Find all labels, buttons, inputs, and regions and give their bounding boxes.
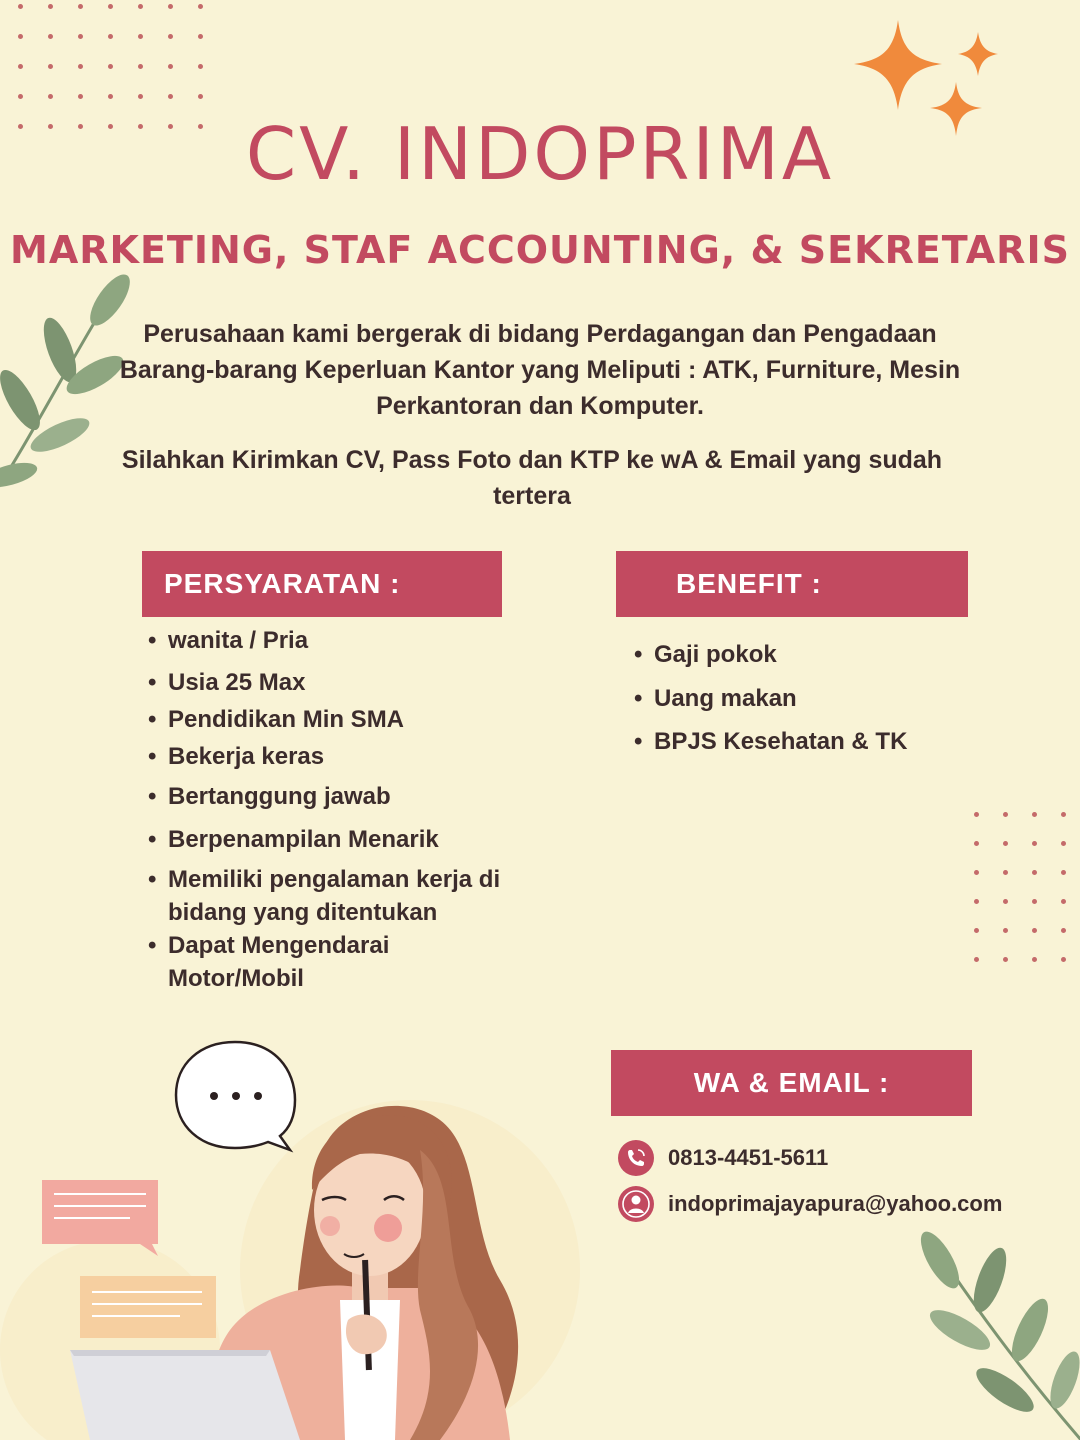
- list-item: • Pendidikan Min SMA: [146, 703, 536, 736]
- requirements-heading: PERSYARATAN :: [142, 551, 502, 617]
- list-item: • Dapat Mengendarai Motor/Mobil: [146, 929, 466, 995]
- list-item: • Bekerja keras: [146, 740, 536, 773]
- company-description: Perusahaan kami bergerak di bidang Perdagangan dan Pengadaan Barang-barang Keperluan Kantor yang Meliputi : ATK, Furniture, Mesin Perkantoran dan Komputer.: [119, 320, 961, 420]
- requirements-list: [146, 624, 536, 995]
- email-link[interactable]: indoprimajayapura@yahoo.com: [668, 1191, 1003, 1216]
- email-contact: [618, 1186, 1002, 1222]
- list-item: • Gaji pokok: [632, 638, 972, 671]
- application-instruction: Silahkan Kirimkan CV, Pass Foto dan KTP ke wA & Email yang sudah tertera: [121, 446, 943, 510]
- list-item: • Uang makan: [632, 682, 972, 715]
- benefits-list: [632, 638, 972, 758]
- decorative-dots-right: [974, 812, 1066, 962]
- list-item: • Berpenampilan Menarik: [146, 823, 536, 856]
- company-name: CV. INDOPRIMA: [245, 112, 835, 196]
- benefits-heading: BENEFIT :: [616, 551, 968, 617]
- list-item: • Bertanggung jawab: [146, 780, 536, 813]
- user-icon: [618, 1186, 654, 1222]
- leaf-branch-right-icon: [910, 1230, 1080, 1440]
- phone-contact: [618, 1140, 828, 1176]
- list-item: • Memiliki pengalaman kerja di bidang yang ditentukan: [146, 863, 536, 929]
- phone-icon: [618, 1140, 654, 1176]
- list-item: • BPJS Kesehatan & TK: [632, 725, 972, 758]
- positions-title: MARKETING, STAF ACCOUNTING, & SEKRETARIS: [10, 228, 1070, 272]
- list-item: • Usia 25 Max: [146, 666, 536, 699]
- list-item: • wanita / Pria: [146, 624, 536, 657]
- phone-number-link[interactable]: 0813-4451-5611: [668, 1145, 829, 1170]
- woman-thinking-illustration: [0, 1030, 600, 1440]
- contact-heading: WA & EMAIL :: [611, 1050, 972, 1116]
- decorative-dots-top-left: [18, 4, 203, 129]
